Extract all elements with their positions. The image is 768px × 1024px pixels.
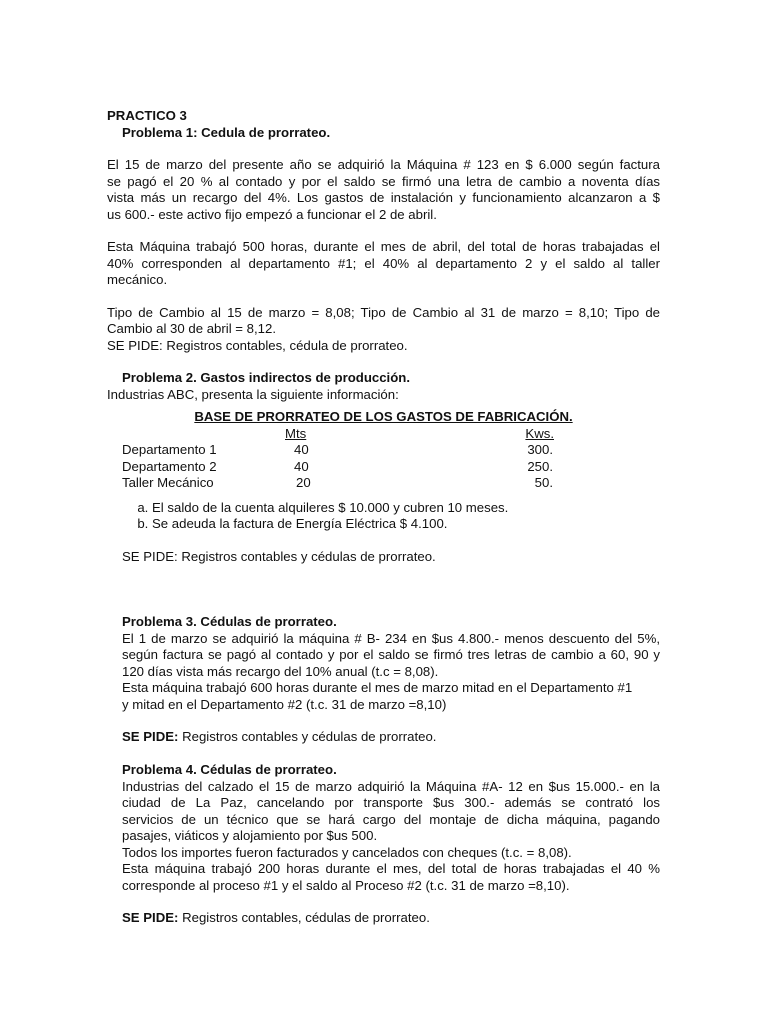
- problema-2-heading: Problema 2. Gastos indirectos de producción.: [122, 370, 410, 385]
- problema-1-paragraph-1: [107, 157, 660, 223]
- prorrateo-table-title: BASE DE PRORRATEO DE LOS GASTOS DE FABRICACIÓN.: [194, 409, 573, 424]
- row-name: Taller Mecánico: [122, 475, 214, 490]
- problema-1-paragraph-2: [107, 239, 660, 289]
- text-line: Esta Máquina trabajó 500 horas, durante el mes de abril, del total de horas trabajadas el: [107, 239, 660, 254]
- text-line: ciudad de La Paz, cancelando por transporte $us 300.- además se contrató los: [122, 795, 660, 810]
- section-problema-1: [107, 108, 660, 354]
- row-name: Departamento 2: [122, 458, 217, 474]
- problema-2-intro: Industrias ABC, presenta la siguiente información:: [107, 386, 399, 402]
- problema-3-heading: Problema 3. Cédulas de prorrateo.: [122, 614, 337, 629]
- text-line: corresponde al proceso #1 y el saldo al Proceso #2 (t.c. 31 de marzo =8,10).: [122, 877, 570, 893]
- list-item: a. El saldo de la cuenta alquileres $ 10.000 y cubren 10 meses.: [152, 500, 660, 517]
- row-mts: 40: [294, 458, 309, 474]
- se-pide-text: Registros contables, cédulas de prorrateo.: [178, 910, 430, 925]
- column-header-kws: Kws.: [525, 425, 554, 441]
- problema-3-paragraph-1: [107, 631, 660, 714]
- problema-3-se-pide: [107, 729, 660, 746]
- row-mts: 40: [294, 442, 309, 457]
- prorrateo-table: [107, 426, 660, 492]
- text-line: vista más un recargo del 4%. Los gastos de instalación y funcionamiento alcanzaron a $: [107, 190, 660, 205]
- section-problema-4: [107, 762, 660, 927]
- table-row: [107, 459, 660, 476]
- se-pide-label: SE PIDE:: [122, 910, 179, 925]
- problema-2-items-list: [107, 500, 660, 533]
- problema-1-paragraph-3: [107, 305, 660, 355]
- list-item: b. Se adeuda la factura de Energía Eléctrica $ 4.100.: [152, 516, 660, 533]
- column-header-mts: Mts: [285, 425, 307, 441]
- row-kws: 250.: [527, 458, 553, 474]
- text-line: Cambio al 30 de abril = 8,12.: [107, 321, 276, 336]
- text-line: Esta máquina trabajó 600 horas durante el mes de marzo mitad en el Departamento #1: [122, 680, 633, 695]
- text-line: Tipo de Cambio al 15 de marzo = 8,08; Tipo de Cambio al 31 de marzo = 8,10; Tipo de: [107, 304, 660, 320]
- problema-4-paragraph-1: [107, 779, 660, 895]
- row-kws: 50.: [534, 475, 553, 490]
- text-line: Todos los importes fueron facturados y cancelados con cheques (t.c. = 8,08).: [122, 844, 572, 860]
- text-line: 40% corresponden al departamento #1; el 40% al departamento 2 y el saldo al taller: [107, 255, 660, 271]
- row-name: Departamento 1: [122, 442, 217, 457]
- document-title: PRACTICO 3: [107, 108, 187, 123]
- text-line: se pagó el 20 % al contado y por el saldo se firmó una letra de cambio a noventa días: [107, 173, 660, 189]
- text-line: Industrias del calzado el 15 de marzo adquirió la Máquina #A- 12 en $us 15.000.- en la: [122, 778, 660, 794]
- problema-4-heading: Problema 4. Cédulas de prorrateo.: [122, 762, 337, 777]
- problema-1-heading: Problema 1: Cedula de prorrateo.: [122, 124, 331, 140]
- row-kws: 300.: [527, 442, 553, 457]
- text-line: pasajes, viáticos y alojamiento por $us 500.: [122, 828, 378, 843]
- table-row: [107, 442, 660, 459]
- table-header-row: [107, 426, 660, 443]
- problema-2-se-pide: SE PIDE: Registros contables y cédulas de prorrateo.: [122, 548, 436, 564]
- text-line: us 600.- este activo fijo empezó a funcionar el 2 de abril.: [107, 206, 437, 222]
- problema-4-se-pide: [107, 910, 660, 927]
- section-problema-2: [107, 370, 660, 565]
- section-problema-3: [107, 614, 660, 746]
- text-line: según factura se pagó al contado y por el saldo se firmó tres letras de cambio a 60, 90 y: [122, 647, 660, 662]
- text-line: El 15 de marzo del presente año se adquirió la Máquina # 123 en $ 6.000 según factura: [107, 157, 660, 172]
- table-row: [107, 475, 660, 492]
- se-pide-label: SE PIDE:: [122, 729, 179, 744]
- text-line: 120 días vista más recargo del 10% anual (t.c = 8,08).: [122, 663, 439, 679]
- text-line: Esta máquina trabajó 200 horas durante el mes, del total de horas trabajadas el 40 %: [122, 861, 660, 876]
- se-pide-text: Registros contables y cédulas de prorrateo.: [178, 729, 437, 744]
- problema-1-se-pide: SE PIDE: Registros contables, cédula de prorrateo.: [107, 337, 408, 353]
- text-line: mecánico.: [107, 272, 168, 287]
- row-mts: 20: [296, 475, 311, 490]
- text-line: El 1 de marzo se adquirió la máquina # B- 234 en $us 4.800.- menos descuento del 5%,: [122, 630, 660, 646]
- text-line: servicios de un técnico que se hará cargo del montaje de dicha máquina, pagando: [122, 811, 660, 827]
- text-line: y mitad en el Departamento #2 (t.c. 31 de marzo =8,10): [122, 696, 447, 712]
